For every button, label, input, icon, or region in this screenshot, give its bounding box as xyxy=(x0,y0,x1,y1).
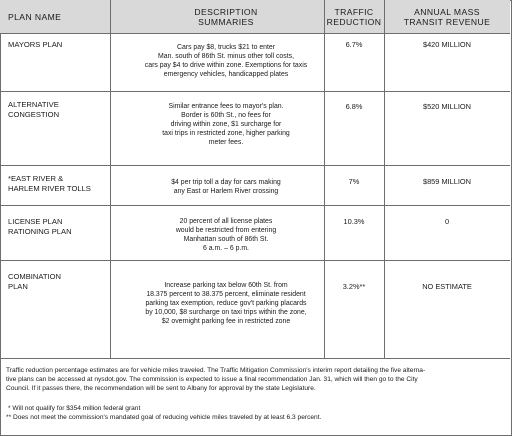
row-alternative-congestion-summary xyxy=(118,103,334,148)
summary-line: Border is 60th St., no fees for xyxy=(181,111,271,119)
header-traffic-line1: TRAFFIC xyxy=(334,6,374,17)
row-mayors-plan-traffic: 6.7% xyxy=(345,40,363,49)
footnote-double-asterisk: ** Does not meet the commission's mandated goal of reducing vehicle miles traveled by at least 6.3 percent. xyxy=(6,414,322,421)
row-license-plan-traffic: 10.3% xyxy=(343,217,365,226)
plan-name-line: CONGESTION xyxy=(8,109,60,119)
plan-name-line: MAYORS PLAN xyxy=(8,40,63,49)
summary-line: Similar entrance fees to mayor's plan. xyxy=(168,103,284,110)
plan-name-line: HARLEM RIVER TOLLS xyxy=(8,183,91,193)
footer-paragraph-line: Council. If it passes there, the recommendation will be sent to Albany for approval by the state Legislature. xyxy=(6,385,316,393)
row-divider xyxy=(0,165,510,166)
row-divider xyxy=(0,33,510,34)
header-description-line2: SUMMARIES xyxy=(198,16,254,27)
row-divider xyxy=(0,260,510,261)
row-divider xyxy=(0,91,510,92)
column-divider xyxy=(110,0,111,358)
row-mayors-plan-name xyxy=(8,40,108,50)
summary-line: would be restricted from entering xyxy=(175,226,277,234)
summary-line: Man. south of 86th St. minus other toll costs, xyxy=(158,52,294,60)
header-revenue xyxy=(384,0,510,33)
footer-paragraph xyxy=(6,366,504,394)
footer-paragraph-line: Traffic reduction percentage estimates are for vehicle miles traveled. The Traffic Mitigation Commission's interim report detailing the five alterna- xyxy=(6,367,426,374)
header-traffic xyxy=(324,0,384,33)
plan-name-line: RATIONING PLAN xyxy=(8,226,72,236)
summary-line: Manhattan south of 86th St. xyxy=(183,235,269,243)
header-plan-name xyxy=(8,0,108,33)
summary-line: taxi trips in restricted zone, higher parking xyxy=(162,129,290,137)
row-east-river-revenue: $859 MILLION xyxy=(422,177,472,186)
row-license-plan-summary xyxy=(118,218,334,254)
summary-line: Increase parking tax below 60th St. from xyxy=(164,282,288,289)
summary-line: meter fees. xyxy=(208,138,244,146)
summary-line: emergency vehicles, handicapped plates xyxy=(163,70,289,78)
row-combination-plan-revenue: NO ESTIMATE xyxy=(422,282,472,291)
row-combination-plan-summary xyxy=(118,282,334,327)
row-divider xyxy=(0,358,510,359)
summary-line: 18.375 percent to 38.375 percent, eliminate resident xyxy=(146,290,306,298)
header-revenue-line2: TRANSIT REVENUE xyxy=(403,16,491,27)
plan-name-line: COMBINATION xyxy=(8,272,62,281)
header-plan-name-text: PLAN NAME xyxy=(8,11,62,22)
row-east-river-traffic: 7% xyxy=(348,177,360,186)
summary-line: any East or Harlem River crossing xyxy=(173,187,279,195)
row-combination-plan-name xyxy=(8,272,108,291)
footnote-single-asterisk: * Will not qualify for $354 million federal grant xyxy=(8,405,141,412)
row-east-river-name xyxy=(8,174,108,193)
row-combination-plan-traffic: 3.2%** xyxy=(342,282,366,291)
plan-name-line: ALTERNATIVE xyxy=(8,100,59,109)
header-description-line1: DESCRIPTION xyxy=(194,6,258,17)
plan-name-line: LICENSE PLAN xyxy=(8,217,63,226)
row-east-river-summary xyxy=(118,179,334,197)
row-license-plan-revenue: 0 xyxy=(444,217,450,226)
summary-line: Cars pay $8, trucks $21 to enter xyxy=(176,44,276,51)
summary-line: parking tax exemption, reduce gov't parking placards xyxy=(145,299,307,307)
header-traffic-line2: REDUCTION xyxy=(326,16,382,27)
summary-line: $4 per trip toll a day for cars making xyxy=(171,179,281,186)
row-alternative-congestion-name xyxy=(8,100,108,119)
row-alternative-congestion-revenue: $520 MILLION xyxy=(422,102,472,111)
table-header xyxy=(0,0,510,33)
footer-paragraph-line: tive plans can be accessed at nysdot.gov. The commission is expected to issue a final recommendation Jan. 31, which will then go to the City xyxy=(6,376,418,384)
row-mayors-plan-summary xyxy=(118,44,334,80)
summary-line: cars pay $4 to drive within zone. Exemptions for taxis xyxy=(144,61,308,69)
header-revenue-line1: ANNUAL MASS xyxy=(414,6,480,17)
summary-line: driving within zone, $1 surcharge for xyxy=(170,120,282,128)
summary-line: 20 percent of all license plates xyxy=(179,218,273,225)
summary-line: $2 overnight parking fee in restricted zone xyxy=(161,317,291,325)
plan-name-line: *EAST RIVER & xyxy=(8,174,64,183)
row-license-plan-name xyxy=(8,217,108,236)
row-mayors-plan-revenue: $420 MILLION xyxy=(422,40,472,49)
plan-name-line: PLAN xyxy=(8,281,28,291)
summary-line: 6 a.m. – 6 p.m. xyxy=(203,244,249,252)
row-divider xyxy=(0,205,510,206)
header-description xyxy=(118,0,334,33)
summary-line: by 10,000, $8 surcharge on taxi trips within the zone, xyxy=(145,308,307,316)
row-alternative-congestion-traffic: 6.8% xyxy=(345,102,363,111)
